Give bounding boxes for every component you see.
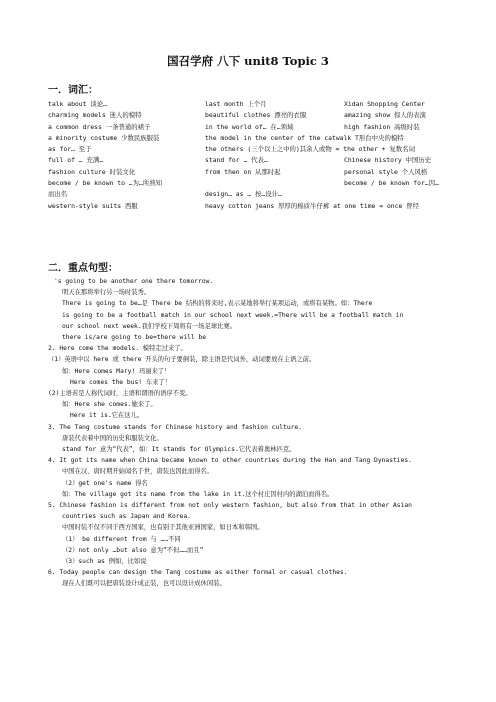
sentence-line: （3）such as 例如，比如说 [62,558,147,566]
page-title: 国召学府 八下 unit8 Topic 3 [167,54,329,68]
vocab-cell: design… as … 按…设计… [205,190,282,199]
vocab-cell: 而出名 [48,190,68,199]
vocab-cell: become / be known to …为…所熟知 [48,179,163,188]
vocab-cell: beautiful clothes 漂亮的衣服 [205,111,307,120]
sentence-line: 2. Here come the models. 模特走过来了。 [48,345,187,353]
vocab-row [48,155,452,166]
sentence-line: 唐装代表着中国的历史和服装文化。 [62,434,163,442]
vocab-cell: charming models 迷人的模特 [48,111,142,120]
sentence-line: 中国时装不仅不同于西方国家，也有别于其他亚洲国家，如日本和韩国。 [62,524,264,532]
sentence-line: is going to be a football match in our school next week.=There will be a football match in [62,311,404,319]
sentence-line: Here comes the bus! 车来了！ [70,378,172,386]
sentence-line: （2）get one's name 得名 [62,479,148,487]
sentence-line: There is going to be…是 There be 结构的将来时,表示某地将举行某项运动，或将有某物。如：There [62,300,373,308]
sentence-line: （1） be different from 与 ……不同 [62,535,181,543]
sentence-line: Here it is.它在这儿。 [70,412,144,420]
sentence-line: 现在人们既可以把唐装设计成正装，也可以设计成休闲装。 [62,580,226,588]
sentence-line: countries such as Japan and Korea. [62,513,191,521]
sentence-line: （1）英语中以 here 或 there 开头的句子要倒装，除主语是代词外，动词要放在主语之前。 [48,356,316,364]
vocab-row [48,167,452,178]
sentence-line: stand for 意为“代表”，如：It stands for Olympics.它代表着奥林匹克。 [62,446,296,454]
vocab-cell: amazing show 惊人的表演 [344,111,426,120]
sentence-line: there is/are going to be=there will be [62,334,207,342]
sentence-line: 如：The village got its name from the lake in it.这个村庄因村内的湖泊而得名。 [62,490,334,498]
vocab-cell [344,189,452,200]
vocabulary-table [48,99,452,212]
vocab-row [48,99,452,110]
vocab-cell: personal style 个人风格 [344,167,428,176]
section-heading-vocabulary: 一．词汇： [48,85,98,96]
vocab-cell: last month 上个月 [205,100,267,108]
vocab-cell: the model in the center of the catwalk T形台中央的模特 [205,133,404,142]
vocab-row [48,189,452,200]
vocab-cell [205,178,344,189]
vocab-cell: in the world of… 在…领域 [205,122,294,131]
key-sentences [48,276,458,590]
vocab-cell: a common dress 一条普通的裙子 [48,122,151,131]
sentence-line: our school next week.我们学校下周将有一场足球比赛。 [62,322,237,330]
vocab-cell: high fashion 高级时装 [344,122,420,131]
sentence-line: 6. Today people can design the Tang costume as either formal or casual clothes. [48,569,348,577]
vocab-cell: Chinese history 中国历史 [344,156,432,165]
vocab-cell: a minority costume 少数民族服装 [48,133,160,142]
section-heading-key-sentences: 二．重点句型： [48,263,118,274]
vocab-cell: fashion culture 时装文化 [48,167,136,176]
sentence-line: 's going to be another one there tomorrow. [54,278,214,285]
vocab-row [48,110,452,121]
sentence-line: (2)主语若是人称代词时，主语和谓语的语序不变。 [48,390,192,398]
vocab-cell: full of … 充满… [48,156,104,165]
sentence-line: 3. The Tang costume stands for Chinese history and fashion culture. [48,423,303,431]
vocab-cell: as for… 至于 [48,145,92,154]
vocab-cell: from then on 从那时起 [205,167,281,176]
vocab-cell: Xidan Shopping Center [344,100,425,108]
vocab-cell: talk about 谈论… [48,100,107,108]
vocab-row [48,201,452,212]
sentence-line: 中国在汉、唐时期开始闻名于世，唐装也因此而得名。 [62,468,214,476]
vocab-row [48,122,452,133]
vocab-cell: stand for … 代表… [205,156,268,165]
sentence-line: 明天在那将举行另一场时装秀。 [62,289,151,297]
sentence-line: 如：Here comes Mary! 玛丽来了！ [62,367,171,375]
vocab-cell: western-style suits 西服 [48,201,138,210]
vocab-cell: heavy cotton jeans 厚厚的棉质牛仔裤 at one time = once 曾经 [205,201,419,210]
sentence-line: 如：Here she comes.她来了。 [62,401,157,409]
vocab-row [48,133,452,144]
vocab-cell: the others (三个以上之中的)其余人或物 = the other + 复数名词 [205,145,415,154]
sentence-line: （2）not only …but also 意为“不但……而且” [62,546,204,554]
vocab-cell: become / be known for…因… [344,179,439,188]
vocab-row [48,178,452,189]
sentence-line: 4. It got its name when China became known to other countries during the Han and Tang Dynasties. [48,457,412,465]
sentence-line: 5. Chinese fashion is different from not only western fashion, but also from that in other Asian [48,502,412,510]
vocab-row [48,144,452,155]
